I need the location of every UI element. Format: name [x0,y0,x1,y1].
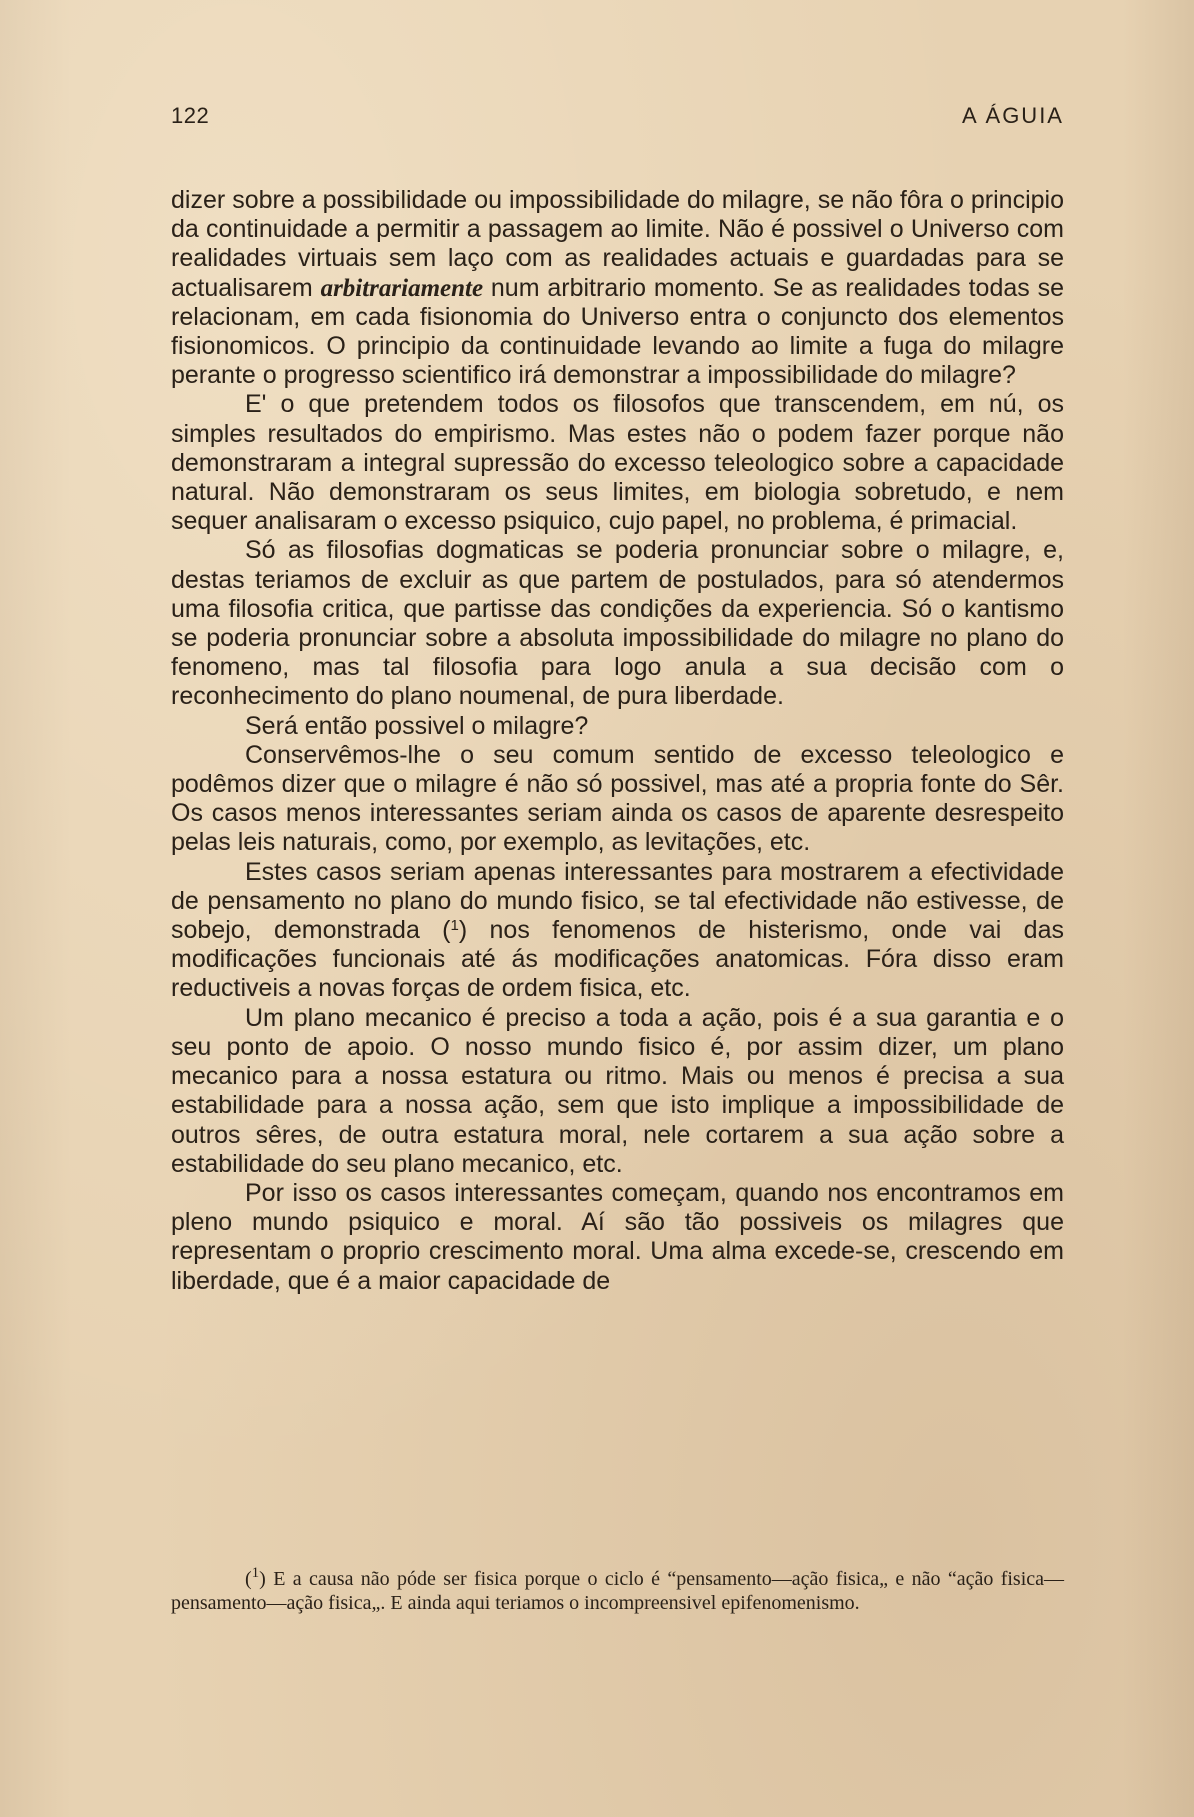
body-text [171,186,1064,1296]
paragraph-5: Conservêmos-lhe o seu comum sentido de excesso teleologico e podêmos dizer que o milagre é não só possivel, mas até a propria fonte do Sêr. Os casos menos interessantes seriam ainda os casos de aparente desrespeito pelas leis naturais, como, por exemplo, as levitações, etc. [171,740,1064,857]
footnote-marker-close: ) [259,1568,266,1590]
paragraph-8: Por isso os casos interessantes começam, quando nos encontramos em pleno mundo psiquico e moral. Aí são tão possiveis os milagres que representam o proprio crescimento moral. Uma alma excede-se, crescendo em liberdade, que é a maior capacidade de [171,1178,1064,1295]
paragraph-2: E' o que pretendem todos os filosofos que transcendem, em nú, os simples resultados do empirismo. Mas estes não o podem fazer porque não demonstraram a integral supressão do excesso teleologico sobre a capacidade natural. Não demonstraram os seus limites, em biologia sobretudo, e nem sequer analisaram o excesso psiquico, cujo papel, no problema, é primacial. [171,390,1064,536]
journal-title: A ÁGUIA [961,103,1064,128]
footnote-marker-open: ( [245,1568,252,1590]
footnote-marker [245,1565,266,1590]
footnote-marker-number: 1 [251,1565,260,1581]
footnote [171,1565,1064,1615]
running-head [171,103,1064,133]
paragraph-1 [171,186,1064,390]
footnote-reference: 1 [450,917,459,935]
footnote-text: E a causa não póde ser fisica porque o ciclo é “pensamento—ação fisica„ e não “ação fisica—pensamento—ação fisica„. E ainda aqui teriamos o incompreensivel epifenomenismo. [171,1568,1064,1614]
paragraph-4: Será então possivel o milagre? [245,711,589,740]
paragraph-7: Um plano mecanico é preciso a toda a ação, pois é a sua garantia e o seu ponto de apoio. O nosso mundo fisico é, por assim dizer, um plano mecanico para a nossa estatura ou ritmo. Mais ou menos é precisa a sua estabilidade para a nossa ação, sem que isto implique a impossibilidade de outros sêres, de outra estatura moral, nele cortarem a sua ação sobre a estabilidade do seu plano mecanico, etc. [171,1003,1064,1178]
emphasis-arbitrariamente: arbitrariamente [320,274,484,302]
paragraph-6 [171,858,1064,1004]
paragraph-6-text: Estes casos seriam apenas interessantes para mostrarem a efectividade de pensamento no plano do mundo fisico, se tal efectividade não estivesse, de sobejo, demonstrada ( [171,857,1064,945]
paragraph-3: Só as filosofias dogmaticas se poderia pronunciar sobre o milagre, e, destas teriamos de excluir as que partem de postulados, para só atendermos uma filosofia critica, que partisse das condições da experiencia. Só o kantismo se poderia pronunciar sobre a absoluta impossibilidade do milagre no plano do fenomeno, mas tal filosofia para logo anula a sua decisão com o reconhecimento do plano noumenal, de pura liberdade. [171,536,1064,711]
page-number: 122 [171,103,210,128]
paragraph-1-text: dizer sobre a possibilidade ou impossibilidade do milagre, se não fôra o principio da continuidade a permitir a passagem ao limite. Não é possivel o Universo com realidades virtuais sem laço com as realidades actuais e guardadas para se actualisarem [171,186,1064,302]
paragraph-1-text-after: num arbitrario momento. Se as realidades todas se relacionam, em cada fisionomia do Universo entra o conjuncto dos elementos fisionomicos. O principio da continuidade levando ao limite a fuga do milagre perante o progresso scientifico irá demonstrar a impossibilidade do milagre? [171,273,1064,390]
paragraph-6-text-after: ) nos fenomenos de histerismo, onde vai das modificações funcionais até ás modificações anatomicas. Fóra disso eram reductiveis a novas forças de ordem fisica, etc. [171,916,1064,1003]
